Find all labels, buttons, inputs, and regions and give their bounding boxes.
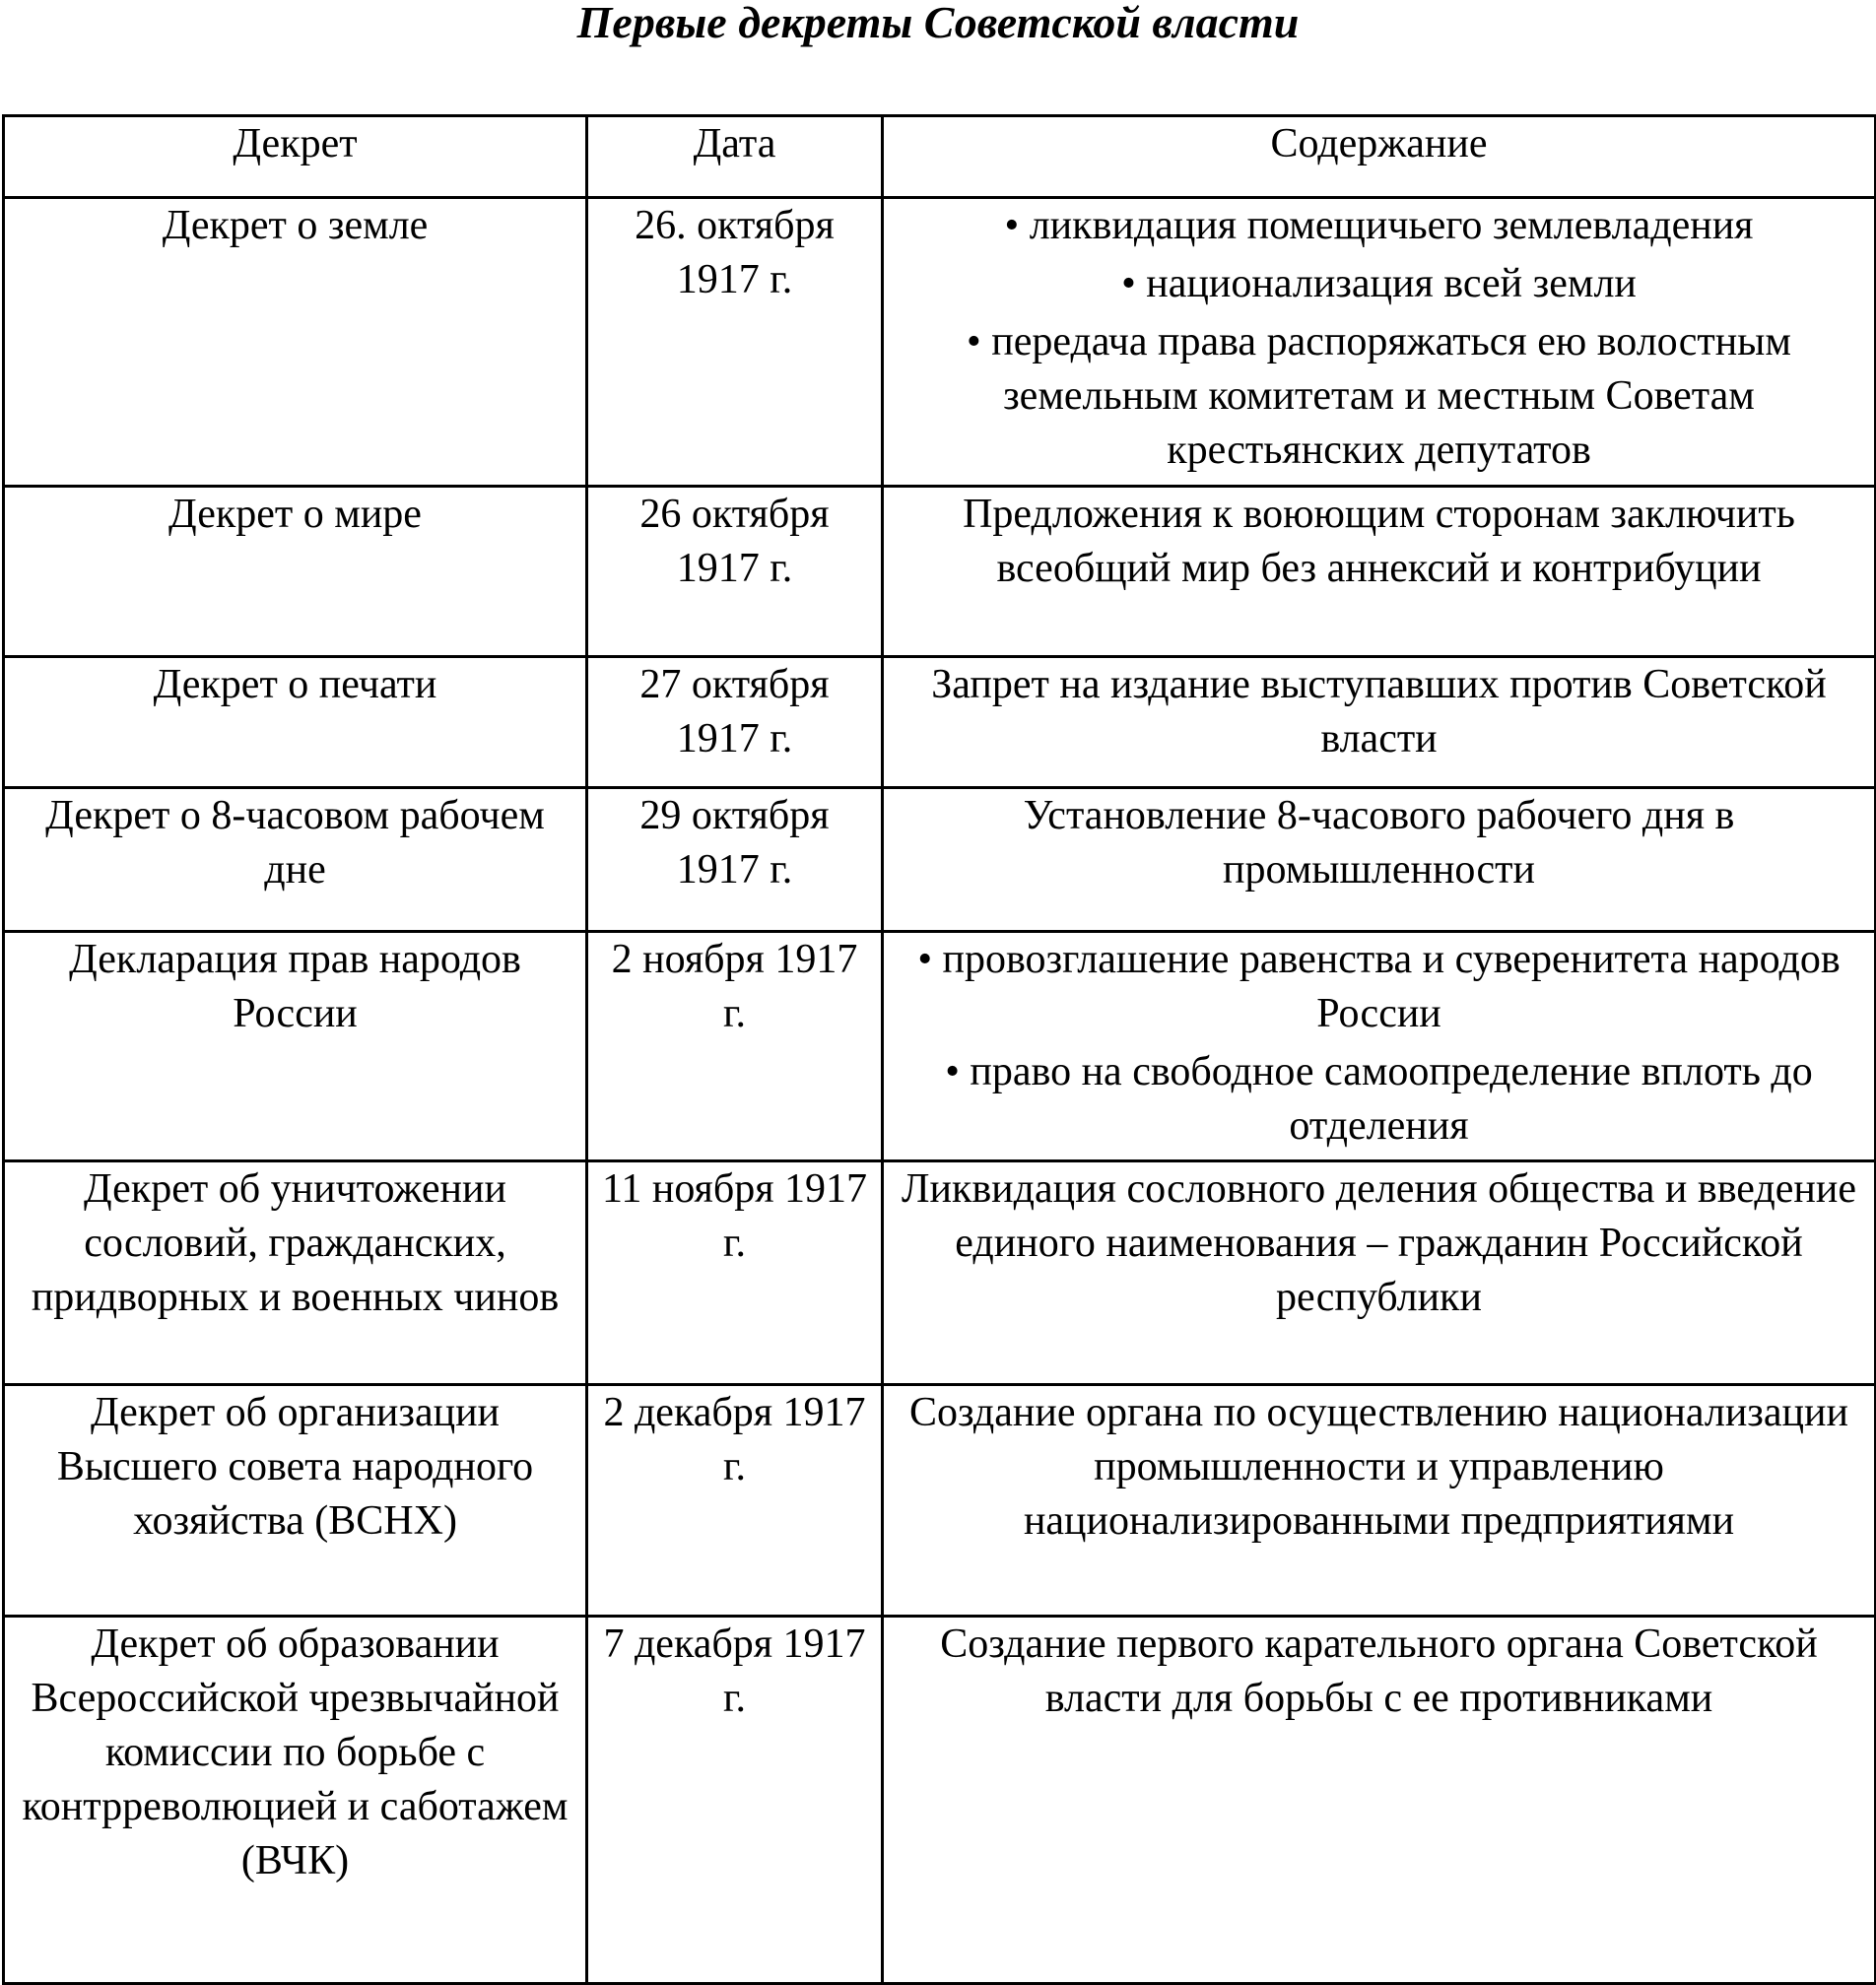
decree-name-cell: Декрет о 8-часовом рабочем дне <box>4 788 587 932</box>
content-bullet-item: • национализация всей земли <box>892 257 1866 311</box>
decree-content-cell: Запрет на издание выступавших против Советской власти <box>883 657 1876 788</box>
decree-content-cell: Создание первого карательного органа Советской власти для борьбы с ее противниками <box>883 1617 1876 1984</box>
decree-name-cell: Декрет об уничтожении сословий, гражданских, придворных и военных чинов <box>4 1161 587 1385</box>
content-bullet-item: • передача права распоряжаться ею волостным земельным комитетам и местным Советам крестьянских депутатов <box>892 315 1866 478</box>
content-bullet-list <box>892 199 1866 478</box>
table-row <box>4 487 1876 657</box>
decree-content-cell: Ликвидация сословного деления общества и введение единого наименования – гражданин Российской республики <box>883 1161 1876 1385</box>
page-title: Первые декреты Советской власти <box>576 0 1300 47</box>
decree-name-cell: Декрет о мире <box>4 487 587 657</box>
decree-content-cell: Предложения к воюющим сторонам заключить всеобщий мир без аннексий и контрибуции <box>883 487 1876 657</box>
decree-content-cell: Создание органа по осуществлению национализации промышленности и управлению национализированными предприятиями <box>883 1385 1876 1617</box>
table-row <box>4 932 1876 1161</box>
decree-name-cell: Декларация прав народов России <box>4 932 587 1161</box>
table-row <box>4 198 1876 487</box>
table-row <box>4 657 1876 788</box>
content-bullet-item: • право на свободное самоопределение вплоть до отделения <box>892 1045 1866 1154</box>
table-row <box>4 788 1876 932</box>
header-content: Содержание <box>883 116 1876 198</box>
decree-content-cell <box>883 198 1876 487</box>
decree-date-cell: 29 октября 1917 г. <box>587 788 883 932</box>
decree-content-cell <box>883 932 1876 1161</box>
table-row <box>4 1385 1876 1617</box>
decree-name-cell: Декрет об образовании Всероссийской чрезвычайной комиссии по борьбе с контрреволюцией и саботажем (ВЧК) <box>4 1617 587 1984</box>
table-header-row <box>4 116 1876 198</box>
header-date: Дата <box>587 116 883 198</box>
decree-date-cell: 27 октября 1917 г. <box>587 657 883 788</box>
decree-date-cell: 26. октября 1917 г. <box>587 198 883 487</box>
decree-date-cell: 2 ноября 1917 г. <box>587 932 883 1161</box>
decree-name-cell: Декрет об организации Высшего совета народного хозяйства (ВСНХ) <box>4 1385 587 1617</box>
decree-date-cell: 7 декабря 1917 г. <box>587 1617 883 1984</box>
decree-name-cell: Декрет о печати <box>4 657 587 788</box>
decree-date-cell: 26 октября 1917 г. <box>587 487 883 657</box>
table-row <box>4 1161 1876 1385</box>
decree-name-cell: Декрет о земле <box>4 198 587 487</box>
decrees-table <box>2 114 1876 1985</box>
decree-content-cell: Установление 8-часового рабочего дня в промышленности <box>883 788 1876 932</box>
content-bullet-item: • провозглашение равенства и суверенитета народов России <box>892 933 1866 1041</box>
table-row <box>4 1617 1876 1984</box>
decree-date-cell: 11 ноября 1917 г. <box>587 1161 883 1385</box>
header-decree: Декрет <box>4 116 587 198</box>
content-bullet-item: • ликвидация помещичьего землевладения <box>892 199 1866 253</box>
content-bullet-list <box>892 933 1866 1154</box>
decree-date-cell: 2 декабря 1917 г. <box>587 1385 883 1617</box>
